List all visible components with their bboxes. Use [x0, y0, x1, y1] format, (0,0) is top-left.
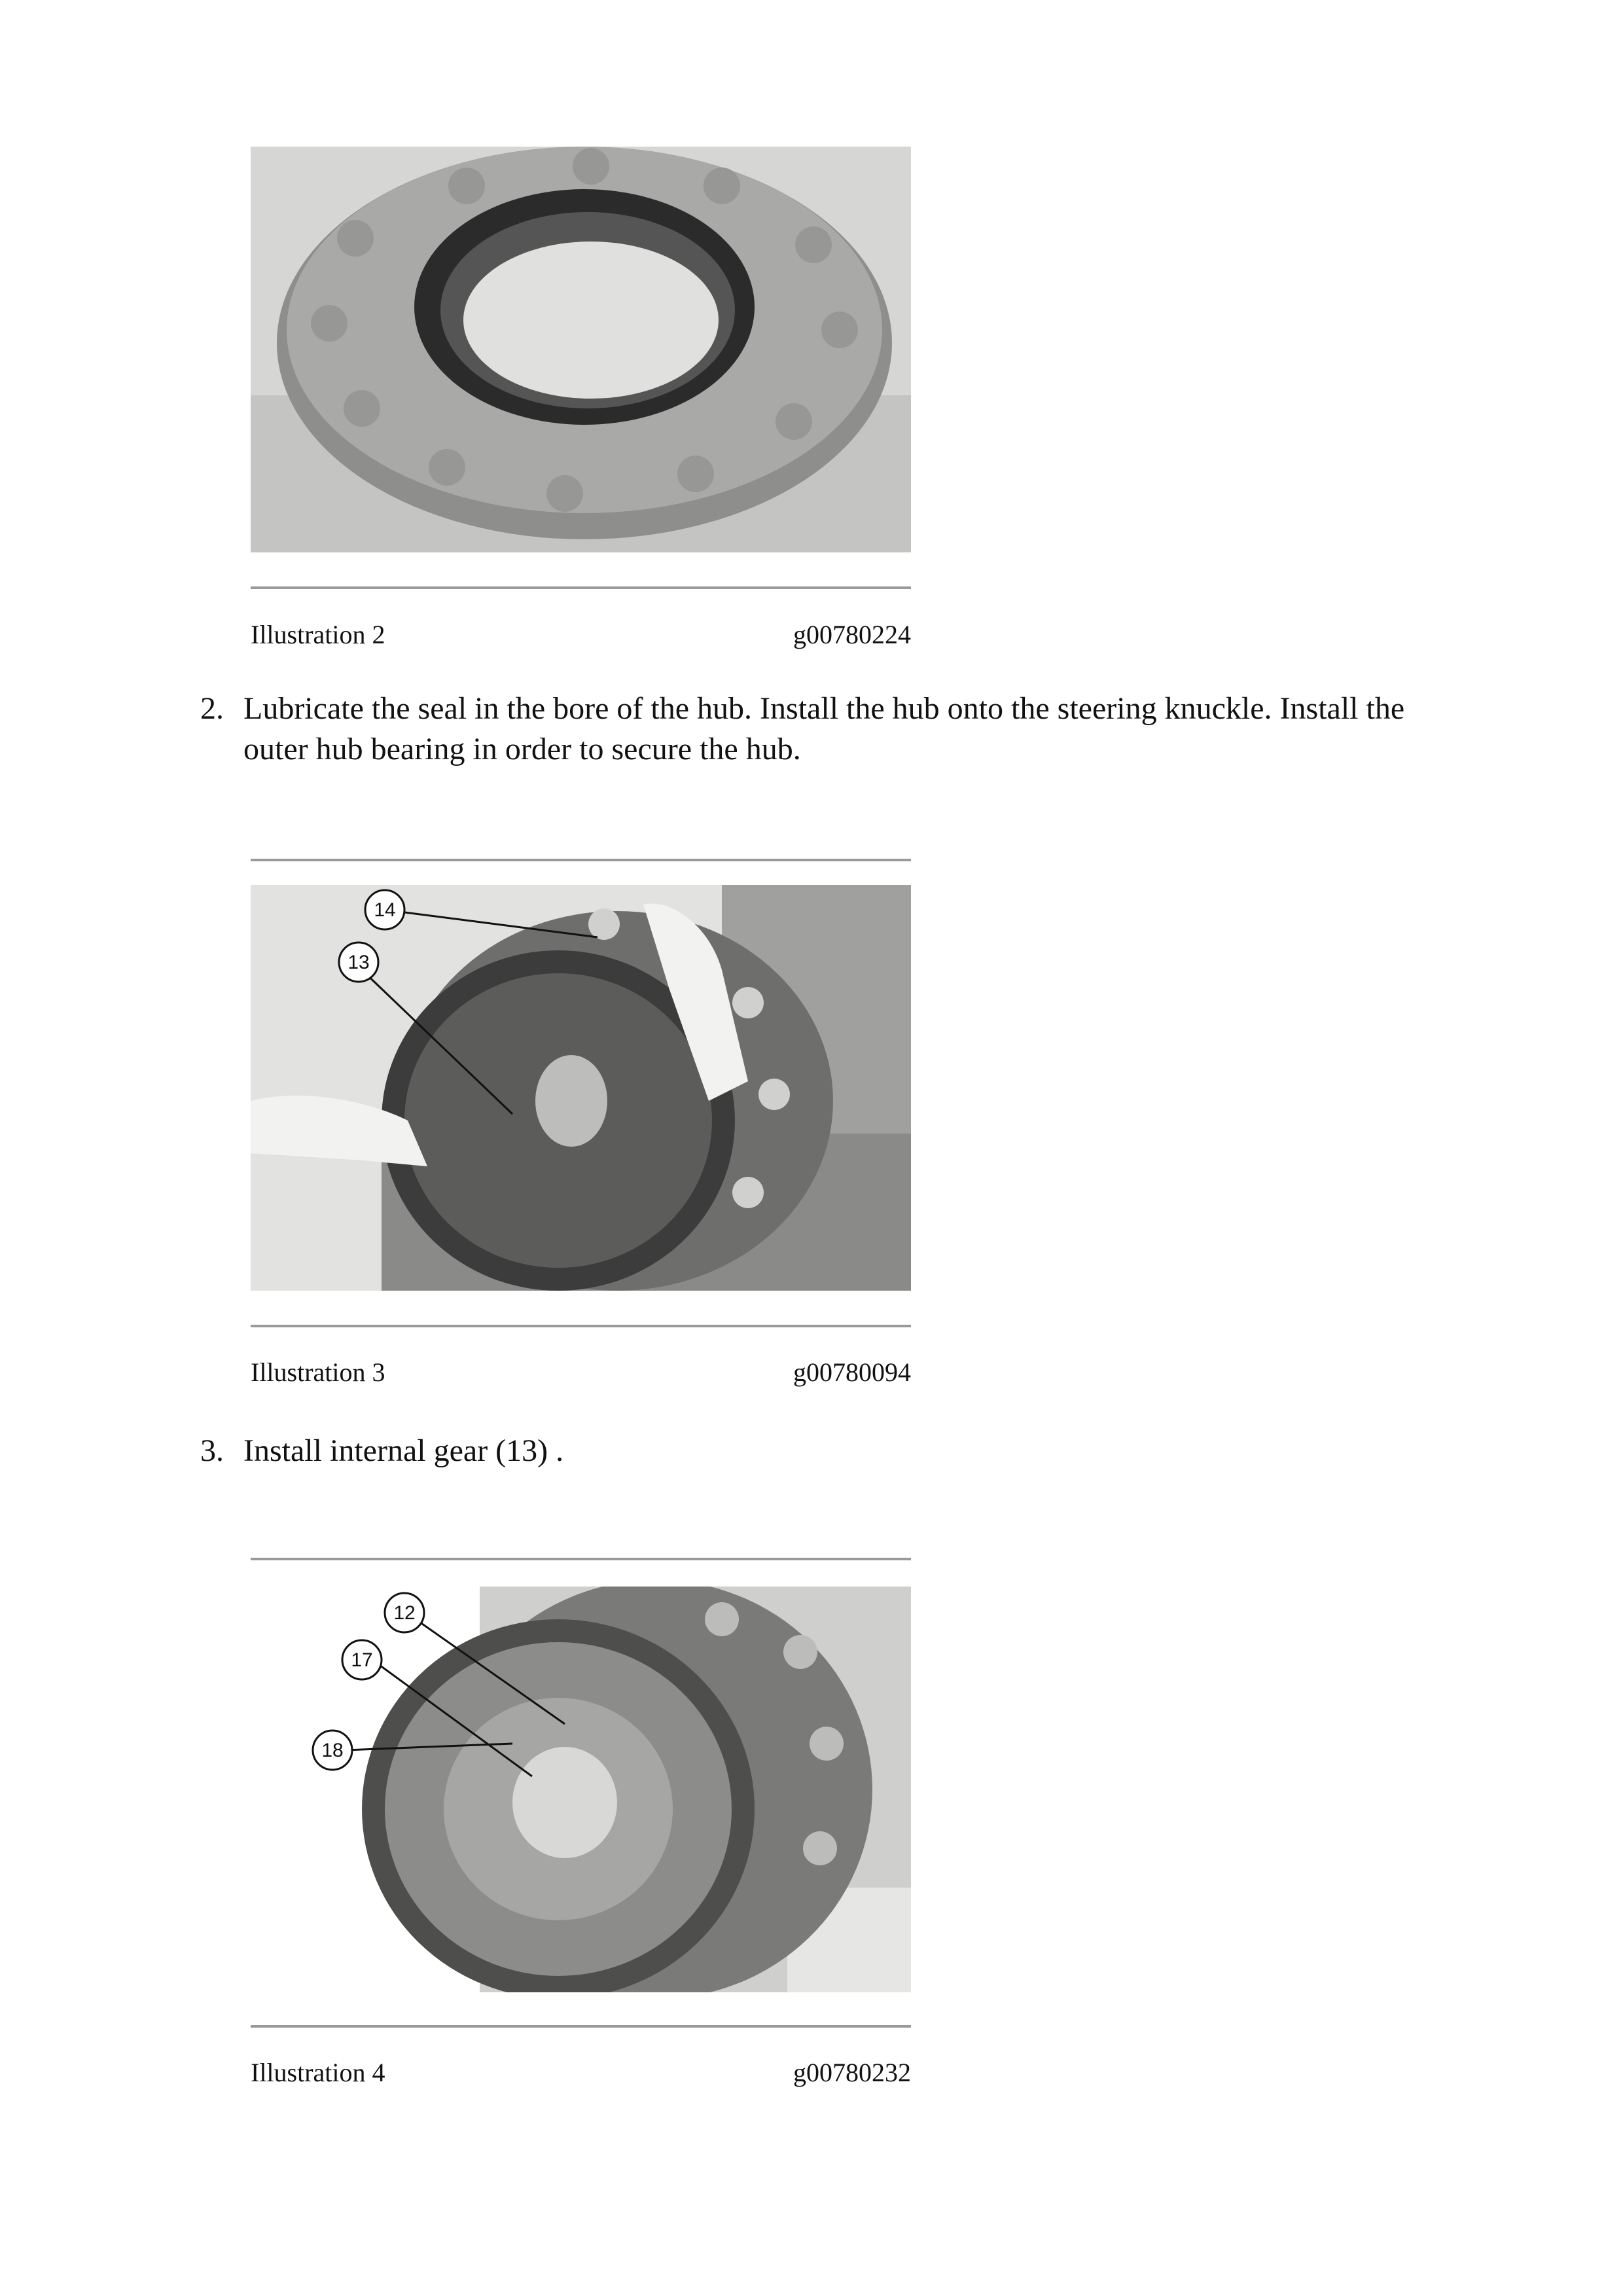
illustration-3-rule: [251, 1325, 911, 1327]
step-2: [200, 689, 1463, 774]
callout-12: 12: [393, 1602, 416, 1624]
callout-17: 17: [351, 1649, 373, 1671]
step-3-number: 3.: [200, 1433, 224, 1468]
illustration-2-caption: Illustration 2: [251, 620, 385, 649]
illustration-3-caption: Illustration 3: [251, 1357, 385, 1387]
illustration-4-top-rule: [251, 1558, 911, 1560]
illustration-3-top-rule: [251, 859, 911, 861]
callout-14: 14: [374, 899, 396, 921]
illustration-3-photo: [251, 885, 911, 1291]
illustration-4-caption: Illustration 4: [251, 2058, 385, 2087]
illustration-2-rule: [251, 586, 911, 589]
illustration-3-code: g00780094: [793, 1357, 911, 1387]
callout-13: 13: [348, 952, 370, 973]
callout-18: 18: [321, 1740, 344, 1761]
step-2-text: Lubricate the seal in the bore of the hub. Install the hub onto the steering knuckle. Install the outer hub bearing in order to secure the hub.: [243, 691, 1405, 766]
illustration-4-photo: [251, 1587, 911, 1992]
illustration-2-code: g00780224: [793, 620, 911, 649]
step-2-number: 2.: [200, 691, 224, 726]
illustration-2-photo: [251, 147, 911, 552]
step-3-text: Install internal gear (13) .: [243, 1433, 564, 1468]
illustration-4-rule: [251, 2025, 911, 2028]
step-3: [200, 1431, 1463, 1471]
illustration-4-code: g00780232: [793, 2058, 911, 2087]
